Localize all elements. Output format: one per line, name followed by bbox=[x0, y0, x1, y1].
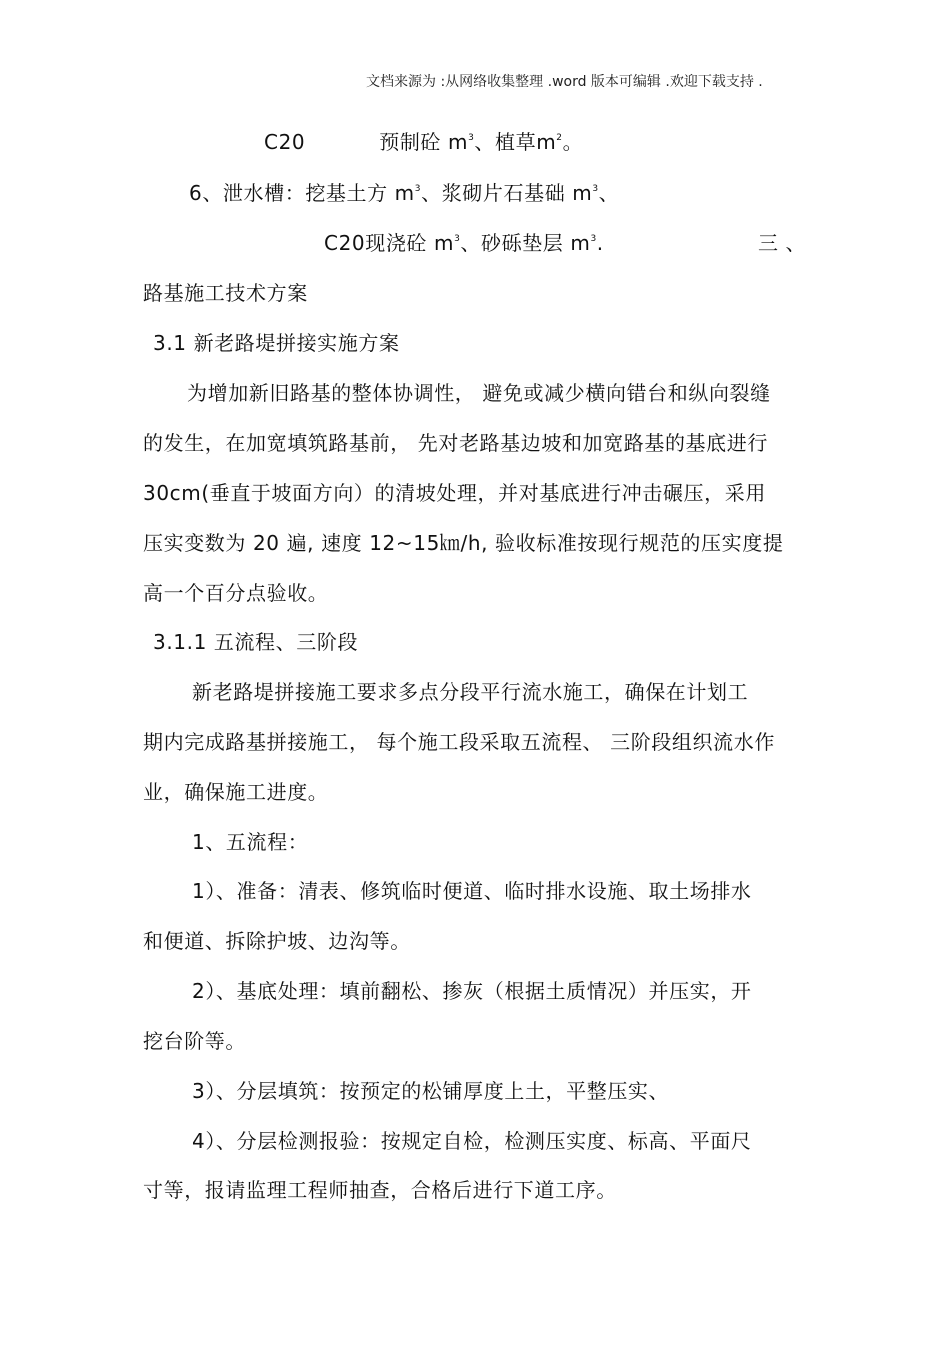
list-item-continuation: 和便道、拆除护坡、边沟等。 bbox=[143, 929, 411, 953]
superscript: 3 bbox=[454, 234, 461, 244]
superscript: 3 bbox=[590, 234, 597, 244]
list-item-continuation: 挖台阶等。 bbox=[143, 1029, 246, 1053]
text-comma: 、 bbox=[598, 181, 620, 205]
paragraph-line: 为增加新旧路基的整体协调性， 避免或减少横向错台和纵向裂缝 bbox=[187, 381, 771, 405]
subsection-heading-3-1-1: 3.1.1 五流程、三阶段 bbox=[153, 630, 359, 654]
superscript: 3 bbox=[414, 184, 422, 194]
text-masonry: 、浆砌片石基础 m bbox=[421, 181, 593, 205]
list-heading: 1、五流程： bbox=[192, 830, 309, 854]
section-number-three: 三 、 bbox=[758, 231, 807, 255]
paragraph-line: 30cm(垂直于坡面方向）的清坡处理，并对基底进行冲击碾压，采用 bbox=[143, 481, 766, 505]
paragraph-line: 高一个百分点验收。 bbox=[143, 581, 329, 605]
text-grass: 、植草m bbox=[474, 130, 557, 154]
line-c20-precast bbox=[264, 130, 583, 154]
superscript: 3 bbox=[468, 133, 475, 143]
section-heading: 路基施工技术方案 bbox=[143, 281, 308, 305]
paragraph-line: 新老路堤拼接施工要求多点分段平行流水施工，确保在计划工 bbox=[192, 680, 749, 704]
list-item: 1）、准备：清表、修筑临时便道、临时排水设施、取土场排水 bbox=[192, 879, 752, 903]
superscript: 3 bbox=[592, 184, 599, 194]
line-c20-cast bbox=[324, 231, 604, 255]
text-period: 。 bbox=[562, 130, 584, 154]
list-item: 2）、基底处理：填前翻松、掺灰（根据土质情况）并压实，开 bbox=[192, 979, 752, 1003]
list-item: 3）、分层填筑：按预定的松铺厚度上土，平整压实、 bbox=[192, 1079, 670, 1103]
page-header: 文档来源为 :从网络收集整理 .word 版本可编辑 .欢迎下载支持 . bbox=[366, 74, 763, 90]
text-precast: 预制砼 m bbox=[379, 130, 469, 154]
paragraph-line: 业，确保施工进度。 bbox=[143, 780, 329, 804]
subsection-heading-3-1: 3.1 新老路堤拼接实施方案 bbox=[153, 331, 400, 355]
list-item: 4）、分层检测报验：按规定自检，检测压实度、标高、平面尺 bbox=[192, 1129, 752, 1153]
text-cast: C20现浇砼 m bbox=[324, 231, 455, 255]
superscript: 2 bbox=[556, 133, 563, 143]
text-drain: 6、泄水槽：挖基土方 m bbox=[189, 181, 415, 205]
paragraph-line: 压实变数为 20 遍, 速度 12~15㎞/h, 验收标准按现行规范的压实度提 bbox=[143, 531, 784, 555]
text-gravel: 、砂砾垫层 m bbox=[460, 231, 591, 255]
paragraph-line: 的发生，在加宽填筑路基前， 先对老路基边坡和加宽路基的基底进行 bbox=[143, 431, 768, 455]
text-c20: C20 bbox=[264, 130, 306, 154]
paragraph-line: 期内完成路基拼接施工， 每个施工段采取五流程、 三阶段组织流水作 bbox=[143, 730, 775, 754]
line-drain-trough bbox=[189, 181, 619, 205]
list-item-continuation: 寸等，报请监理工程师抽查，合格后进行下道工序。 bbox=[143, 1178, 617, 1202]
text-dot: . bbox=[596, 231, 604, 255]
